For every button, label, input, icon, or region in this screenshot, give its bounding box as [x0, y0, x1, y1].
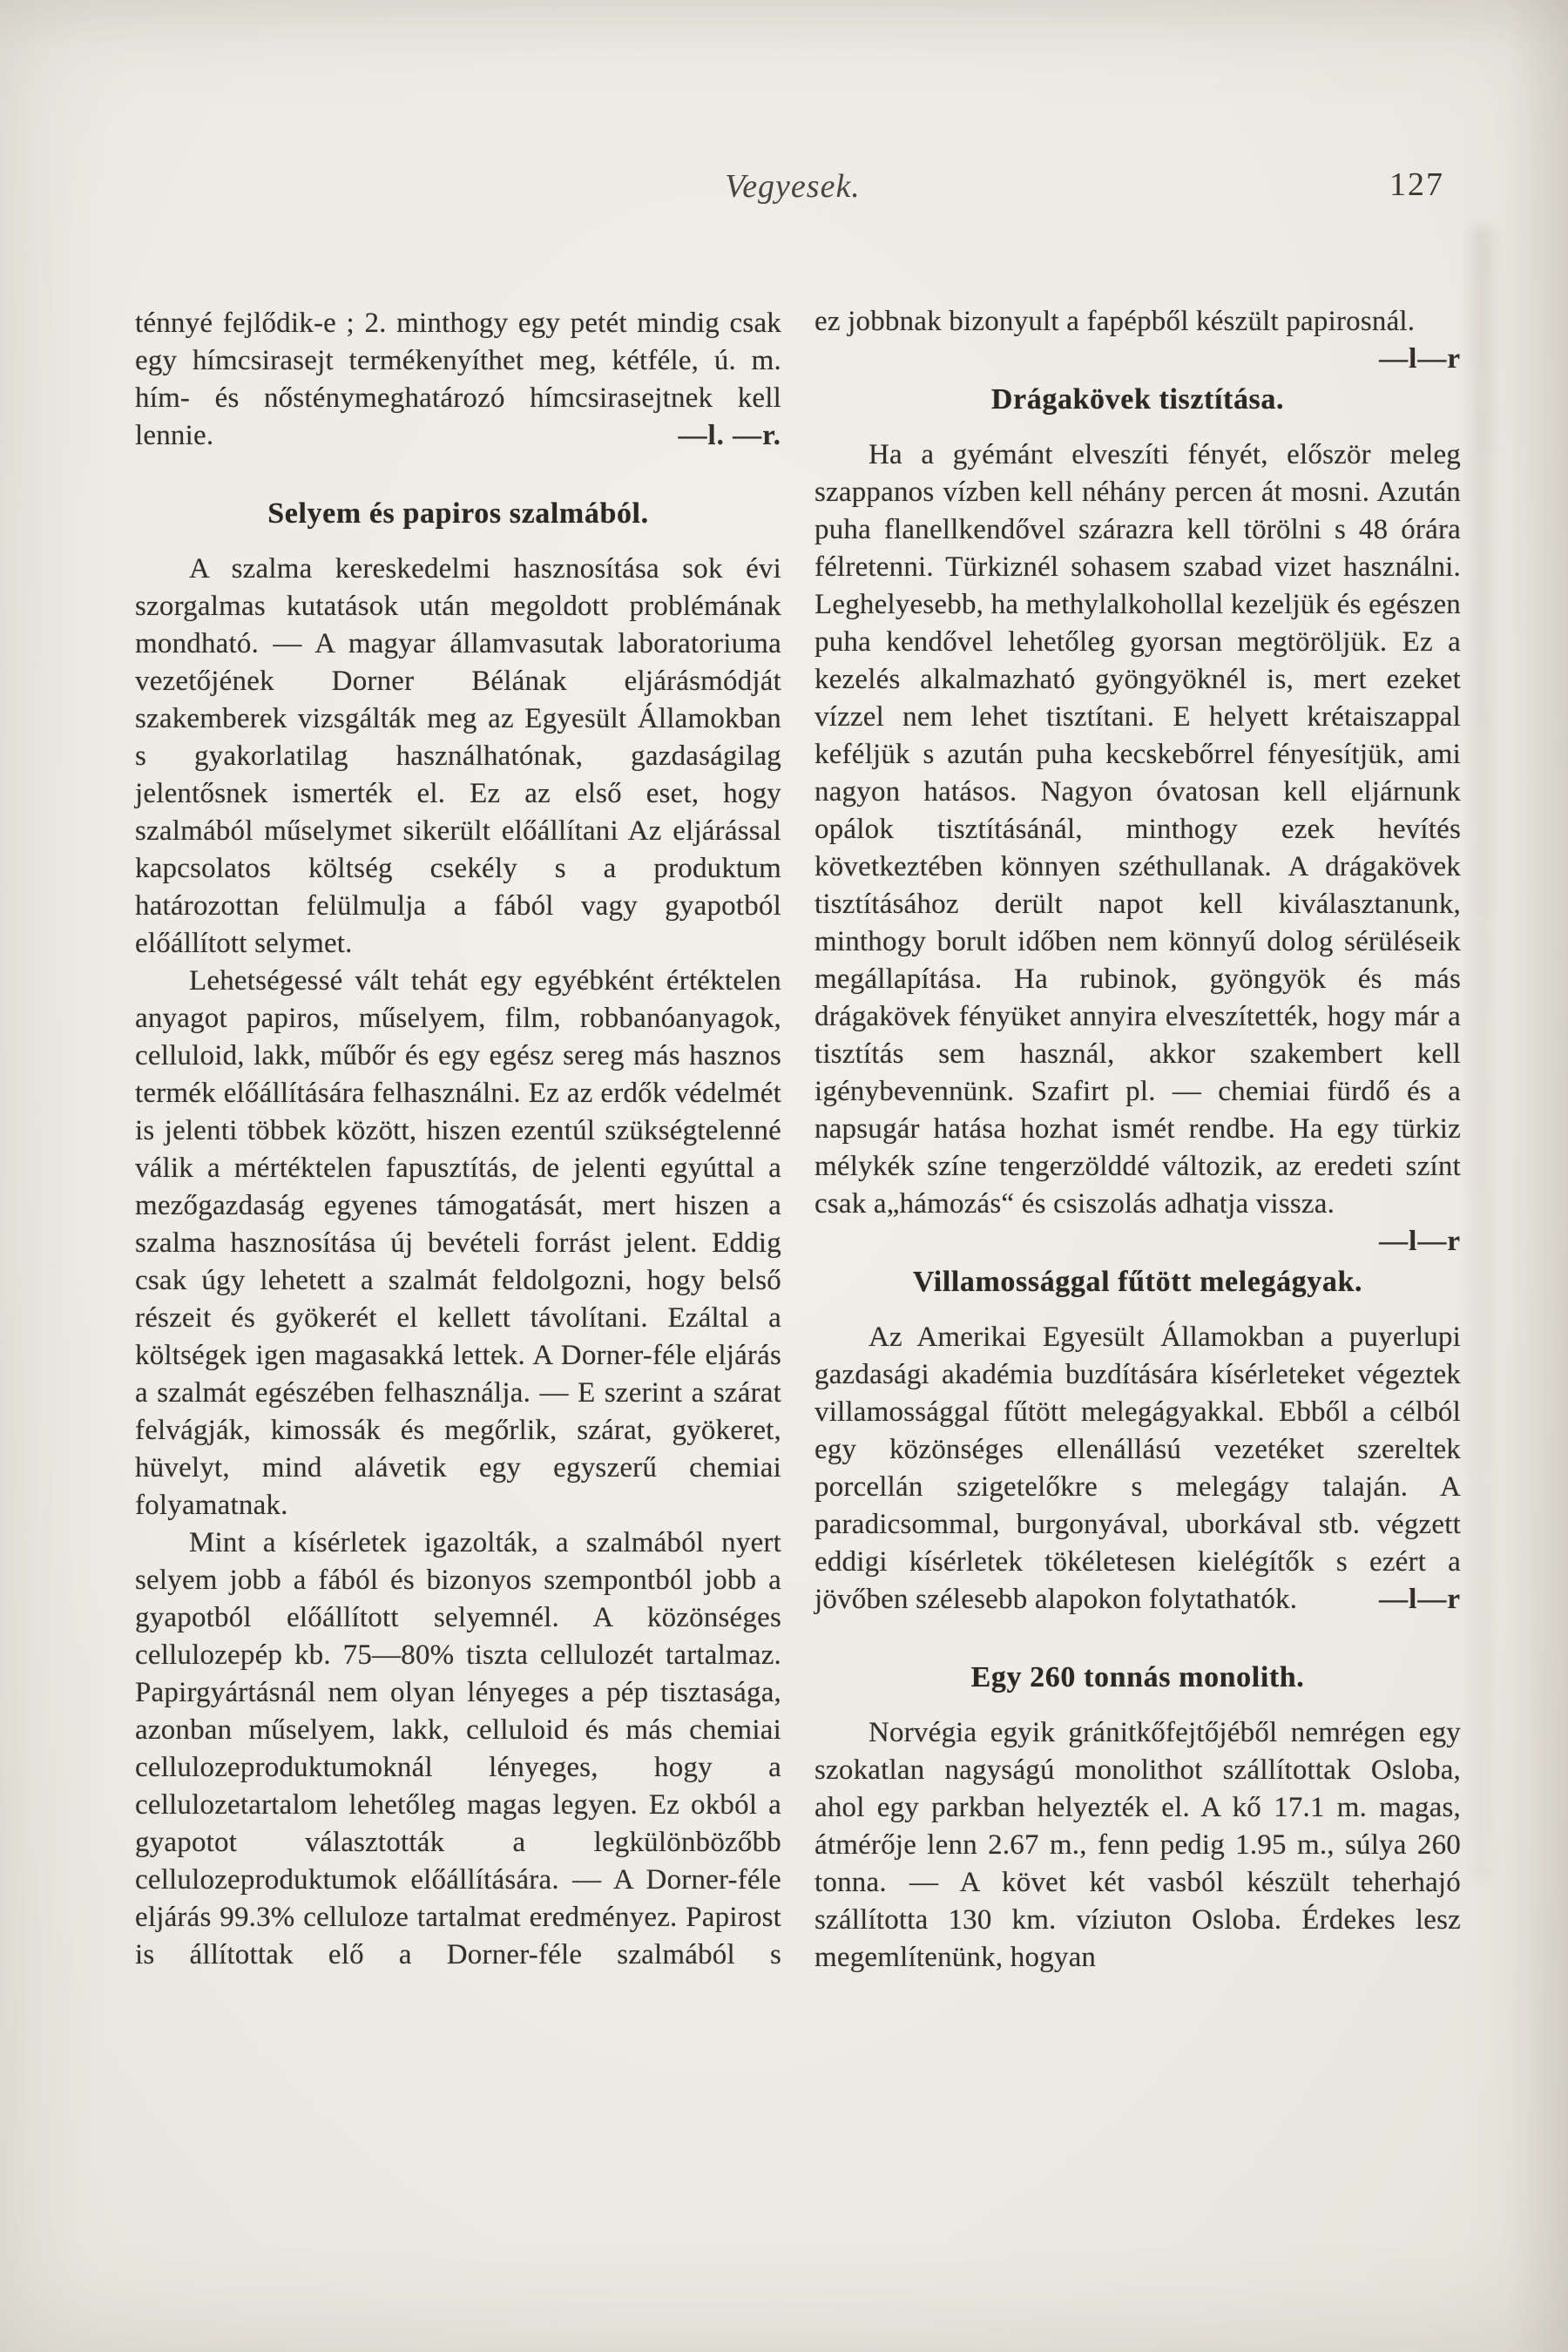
paragraph	[135, 963, 781, 1524]
paragraph	[814, 1714, 1461, 1977]
paragraph	[814, 1319, 1461, 1619]
paragraph	[814, 436, 1461, 1257]
author-initials: —l—r	[1379, 1584, 1461, 1615]
paragraph	[135, 551, 781, 963]
paragraph	[135, 1524, 781, 1974]
left-column	[135, 305, 781, 1974]
section-heading: Drágakövek tisztítása.	[990, 383, 1285, 416]
right-column	[814, 303, 1461, 1977]
section-heading: Egy 260 tonnás monolith.	[970, 1661, 1305, 1693]
author-initials: —l—r	[1379, 1226, 1461, 1257]
paragraph-text: Lehetségessé vált tehát egy egyébként értéktelen anyagot papiros, műselyem, film, robbanóanyagok, celluloid, lakk, műbőr és egy egész sereg más hasznos termék előállítására felhasználni. Ez az erdők védelmét is jelenti többek között, hiszen ezentúl szükségtelenné válik a mértéktelen fapusztítás, de jelenti egyúttal a mezőgazdaság egyenes támogatását, mert hiszen a szalma hasznosítása új bevételi forrást jelent. Eddig csak úgy lehetett a szalmát feldolgozni, hogy belső részeit és gyökerét el kellett távolítani. Ezáltal a költségek igen magasakká lettek. A Dorner-féle eljárás a szalmát egészében felhasználja. — E szerint a szárat felvágják, kimossák és megőrlik, szárat, gyökeret, hüvelyt, mind alávetik egy egyszerű chemiai folyamatnak.	[135, 965, 781, 1521]
section-heading: Villamossággal fűtött melegágyak.	[912, 1266, 1363, 1298]
author-initials: —l. —r.	[678, 420, 781, 451]
scan-artifact-streak	[1470, 226, 1493, 1882]
paragraph-text: Az Amerikai Egyesült Államokban a puyerlupi gazdasági akadémia buzdítására kísérleteket végeztek villamossággal fűtött melegágyakkal. Ebből a célból egy közönséges ellenállású vezetéket szereltek porcellán szigetelőkre s melegágy talaján. A paradicsommal, burgonyával, uborkával stb. végzett eddigi kísérletek tökéletesen kielégítők s ezért a jövőben szélesebb alapokon folytathatók.	[814, 1321, 1461, 1615]
paragraph	[814, 303, 1461, 375]
paragraph-text: ez jobbnak bizonyult a fapépből készült papirosnál.	[814, 306, 1416, 337]
paragraph-text: Norvégia egyik gránitkőfejtőjéből nemrégen egy szokatlan nagyságú monolithot szállítottak Osloba, ahol egy parkban helyezték el. A kő 17.1 m. magas, átmérője lenn 2.67 m., fenn pedig 1.95 m., súlya 260 tonna. — A követ két vasból készült teherhajó szállította 130 km. víziuton Osloba. Érdekes lesz megemlítenünk, hogyan	[814, 1717, 1461, 1973]
running-title: Vegyesek.	[725, 168, 861, 205]
section-heading: Selyem és papiros szalmából.	[267, 497, 649, 530]
paragraph-text: Mint a kísérletek igazolták, a szalmából nyert selyem jobb a fából és bizonyos szempontból jobb a gyapotból előállított selyemnél. A közönséges cellulozepép kb. 75—80% tiszta cellulozét tartalmaz. Papirgyártásnál nem olyan lényeges a pép tisztasága, azonban műselyem, lakk, celluloid és más chemiai cellulozeproduktumoknál lényeges, hogy a cellulozetartalom lehetőleg magas legyen. Ez okból a gyapotot választották a legkülönbözőbb cellulozeproduktumok előállítására. — A Dorner-féle eljárás 99.3% celluloze tartalmat eredményez. Papirost is állítottak elő a Dorner-féle szalmából s	[135, 1527, 781, 1970]
author-initials: —l—r	[1379, 343, 1461, 375]
paragraph	[135, 305, 781, 455]
paragraph-text: Ha a gyémánt elveszíti fényét, először meleg szappanos vízben kell néhány percen át mosni. Azután puha flanellkendővel szárazra kell törölni s 48 órára félretenni. Türkiznél sohasem szabad vizet használni. Leghelyesebb, ha methylalkohollal kezeljük és egészen puha kendővel lehetőleg gyorsan megtöröljük. Ez a kezelés alkalmazható gyöngyöknél is, mert ezeket vízzel nem lehet tisztítani. E helyett krétaiszappal keféljük s azután puha kecskebőrrel fényesítjük, ami nagyon hatásos. Nagyon óvatosan kell eljárnunk opálok tisztításánál, minthogy ezek hevítés következtében könnyen széthullanak. A drágakövek tisztításához derült napot kell kiválasztanunk, minthogy borult időben nem könnyű dolog sérüléseik megállapítása. Ha rubinok, gyöngyök és más drágakövek fényüket annyira elveszítették, hogy már a tisztítás sem használ, akkor szakembert kell igénybevennünk. Szafirt pl. — chemiai fürdő és a napsugár hatása hozhat ismét rendbe. Ha egy türkiz mélykék színe tengerzölddé változik, az eredeti színt csak a„hámozás“ és csiszolás adhatja vissza.	[814, 439, 1461, 1220]
paragraph-text: A szalma kereskedelmi hasznosítása sok évi szorgalmas kutatások után megoldott problémának mondható. — A magyar államvasutak laboratoriuma vezetőjének Dorner Bélának eljárásmódját szakemberek vizsgálták meg az Egyesült Államokban s gyakorlatilag használhatónak, gazdaságilag jelentősnek ismerték el. Ez az első eset, hogy szalmából műselymet sikerült előállítani Az eljárással kapcsolatos költség csekély s a produktum határozottan felülmulja a fából vagy gyapotból előállított selymet.	[135, 553, 781, 959]
page-number: 127	[1389, 166, 1444, 203]
paragraph-text: ténnyé fejlődik-e ; 2. minthogy egy petét mindig csak egy hímcsirasejt termékenyíthet meg, kétféle, ú. m. hím- és nősténymeghatározó hímcsirasejtnek kell lennie.	[135, 308, 781, 451]
